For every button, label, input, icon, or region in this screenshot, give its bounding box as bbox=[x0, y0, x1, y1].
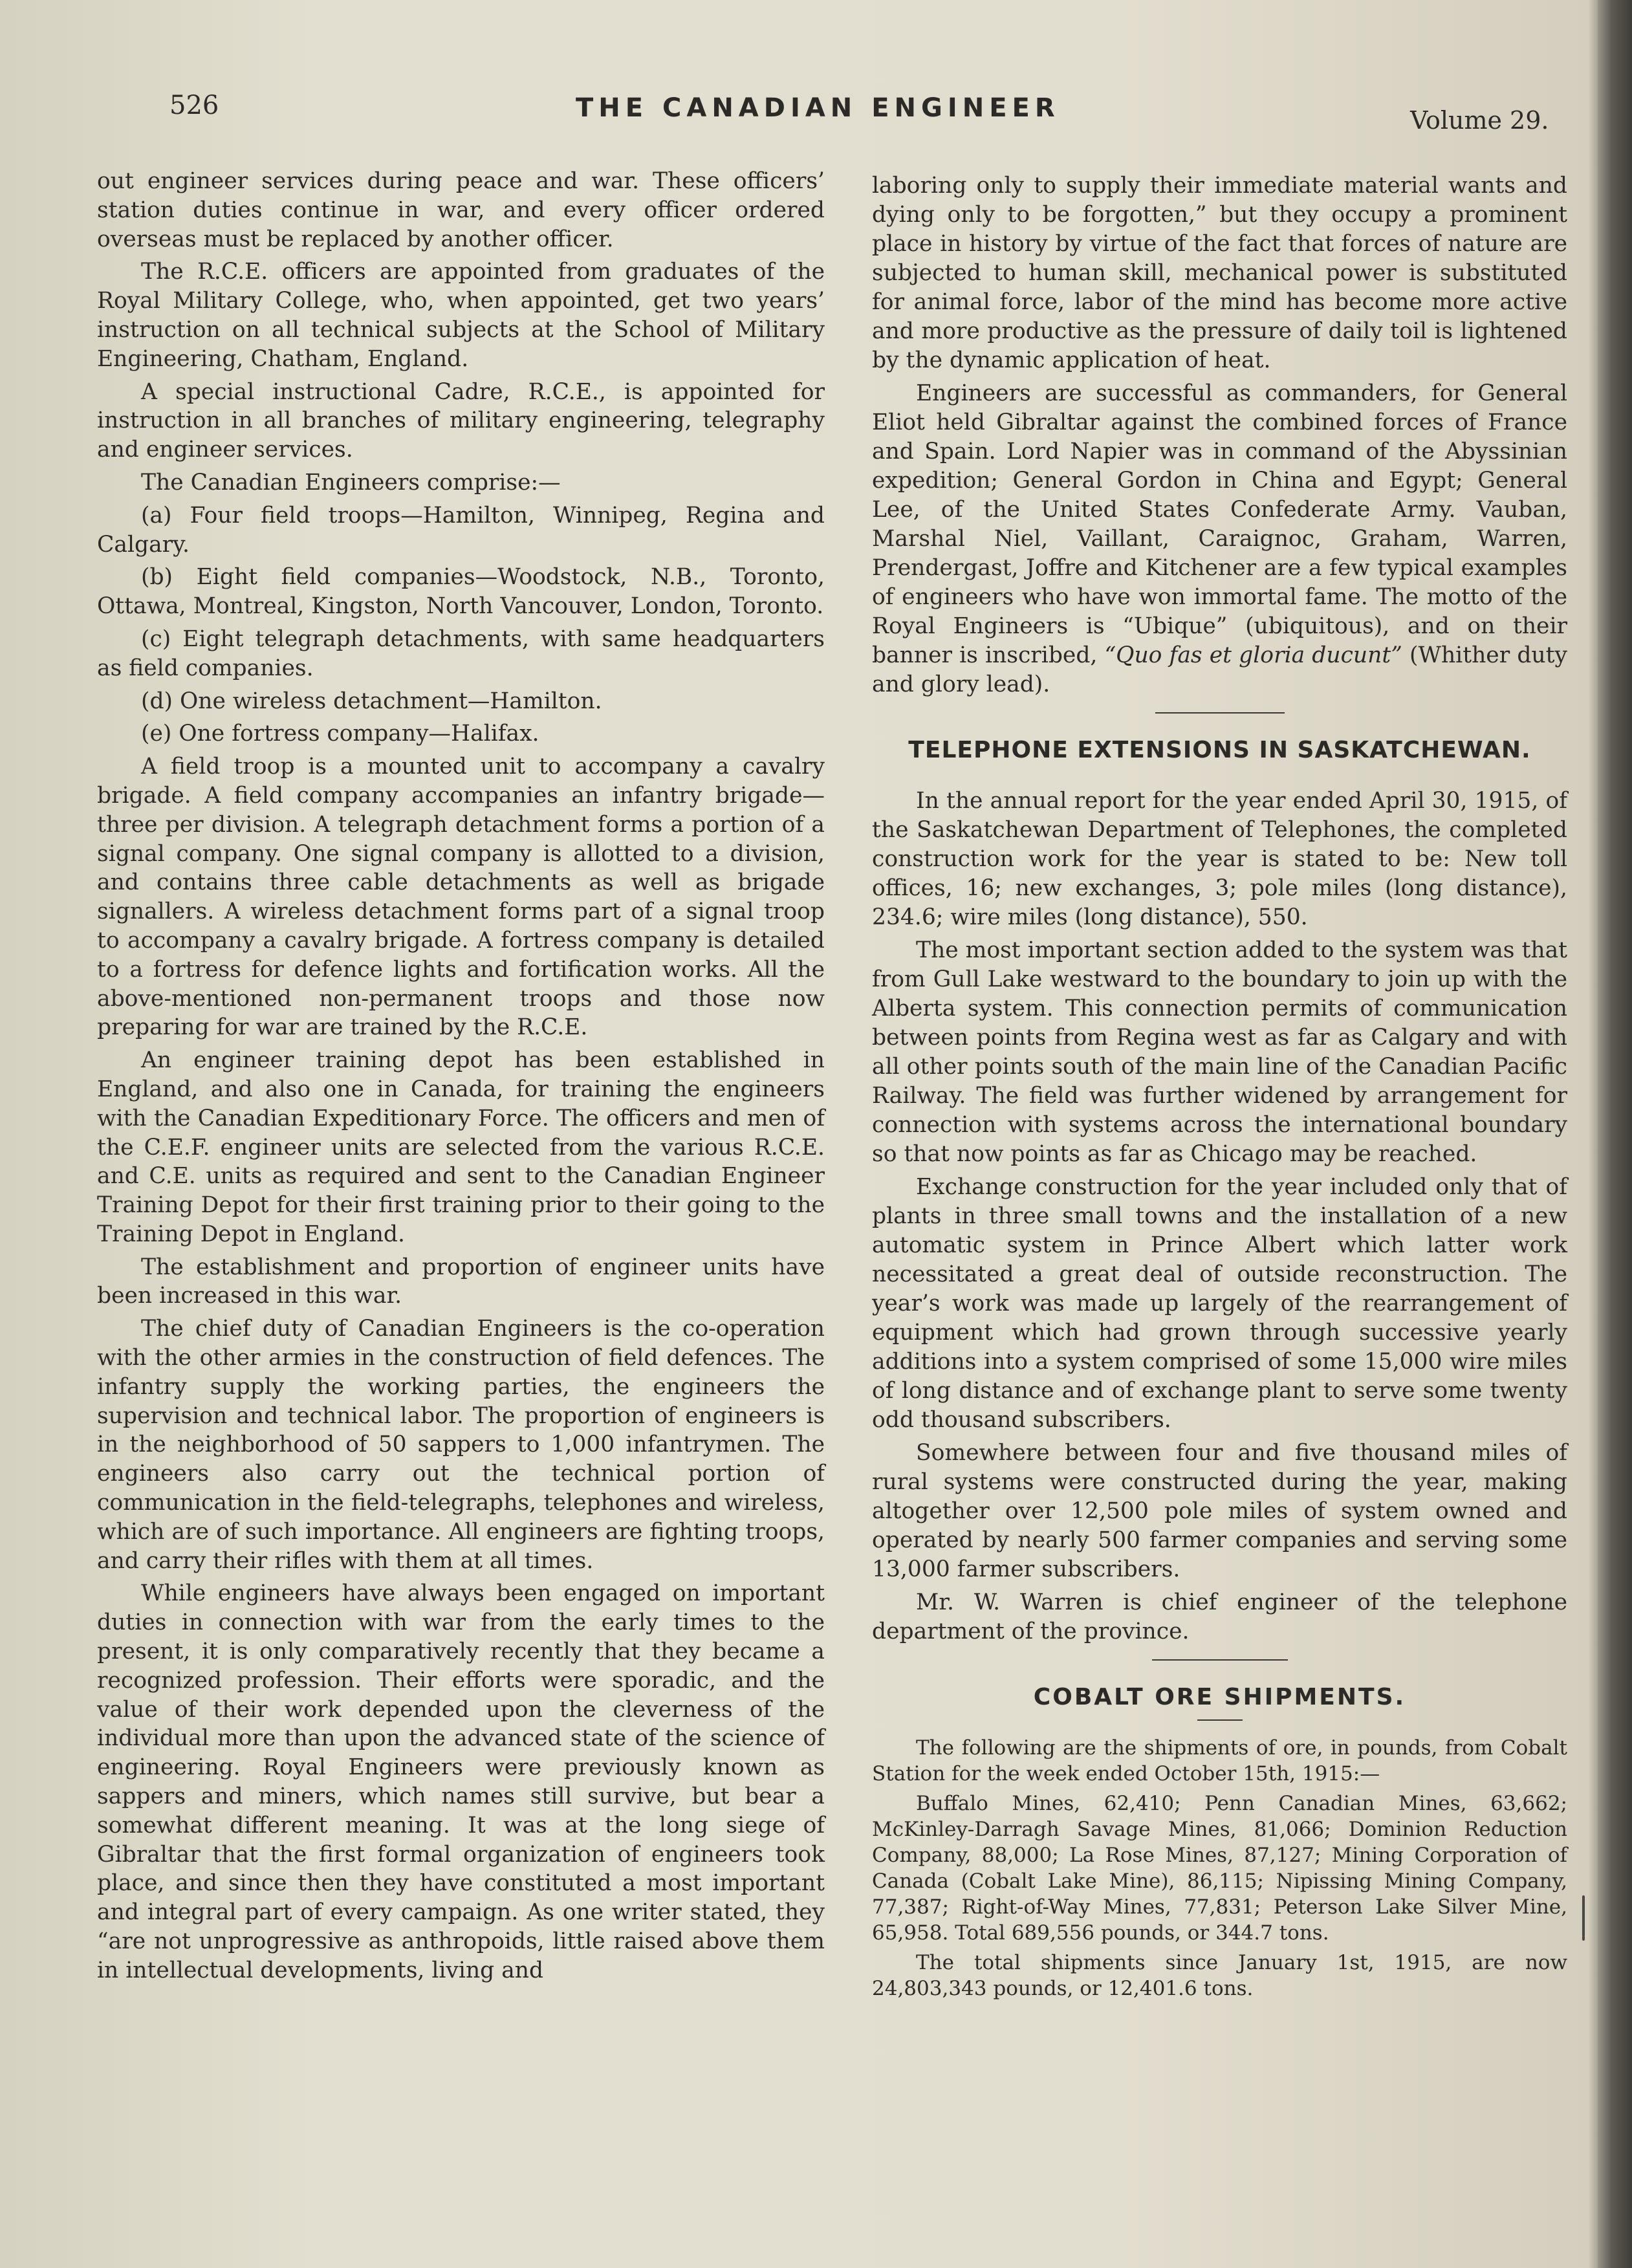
section-divider bbox=[1152, 1659, 1288, 1661]
paragraph bbox=[872, 379, 1567, 699]
running-header bbox=[0, 91, 1598, 142]
paragraph: The chief duty of Canadian Engineers is the co-operation with the other armies in the construction of field defences. The infantry supply the working parties, the engineers the supervision and technical labor. The proportion of engineers is in the neighborhood of 50 sappers to 1,000 infantrymen. The engineers also carry out the technical portion of communication in the field-telegraphs, telephones and wireless, which are of such importance. All engineers are fighting troops, and carry their rifles with them at all times. bbox=[97, 1316, 825, 1574]
paragraph: Buffalo Mines, 62,410; Penn Canadian Mines, 63,662; McKinley-Darragh Savage Mines, 81,066; Dominion Reduction Company, 88,000; La Rose Mines, 87,127; Mining Corporation of Canada (Cobalt Lake Mine), 86,115; Nipissing Mining Company, 77,387; Right-of-Way Mines, 77,831; Peterson Lake Silver Mine, 65,958. Total 689,556 pounds, or 344.7 tons. bbox=[872, 1792, 1567, 1945]
paragraph: laboring only to supply their immediate material wants and dying only to be forgotten,” but they occupy a prominent place in history by virtue of the fact that forces of nature are subjected to human skill, mechanical power is substituted for animal force, labor of the mind has become more active and more productive as the pressure of daily toil is lightened by the dynamic application of heat. bbox=[872, 173, 1567, 373]
motto-tail: (Whither duty and glory lead). bbox=[872, 642, 1567, 697]
list-item: (e) One fortress company—Halifax. bbox=[141, 721, 539, 747]
paragraph: While engineers have always been engaged on important duties in connection with war from the early times to the present, it is only comparatively recently that they became a recognized profession. Their efforts were sporadic, and the value of their work depended upon the cleverness of the individual more than upon the advanced state of the science of engineering. Royal Engineers were previously known as sappers and miners, which names still survive, but bear a somewhat different meaning. It was at the long siege of Gibraltar that the first formal organization of engineers took place, and since then they have constituted a most important and integral part of every campaign. As one writer stated, they “are not unprogressive as anthropoids, little raised above them in intellectual developments, living and bbox=[97, 1580, 825, 1983]
paragraph: The most important section added to the system was that from Gull Lake westward to the boundary to join up with the Alberta system. This connection permits of communication between points from Regina west as far as Calgary and with all other points south of the main line of the Canadian Pacific Railway. The field was further widened by arrangement for connection with systems across the international boundary so that now points as far as Chicago may be reached. bbox=[872, 937, 1567, 1167]
paragraph: The establishment and proportion of engineer units have been increased in this war. bbox=[97, 1254, 825, 1309]
list-item: (b) Eight field companies—Woodstock, N.B., Toronto, Ottawa, Montreal, Kingston, North Vancouver, London, Toronto. bbox=[97, 564, 825, 620]
page-number: 526 bbox=[169, 91, 219, 120]
paragraph: The R.C.E. officers are appointed from graduates of the Royal Military College, who, when appointed, get two years’ instruction on all technical subjects at the School of Military Engineering, Chatham, England. bbox=[97, 259, 825, 372]
paragraph-text: Engineers are successful as commanders, for General Eliot held Gibraltar against the combined forces of France and Spain. Lord Napier was in command of the Abyssinian expedition; General Gordon in China and Egypt; General Lee, of the United States Confederate Army. Vauban, Marshal Niel, Vaillant, Caraignoc, Graham, Warren, Prendergast, Joffre and Kitchener are a few typical examples of engineers who have won immortal fame. The motto of the Royal Engineers is “Ubique” (ubiquitous), and on their banner is inscribed, bbox=[872, 380, 1567, 668]
heading-underline bbox=[1197, 1719, 1243, 1721]
article-heading: TELEPHONE EXTENSIONS IN SASKATCHEWAN. bbox=[908, 737, 1531, 763]
motto-quote: “Quo fas et gloria ducunt” bbox=[1104, 642, 1402, 668]
journal-title: THE CANADIAN ENGINEER bbox=[576, 93, 1060, 123]
paragraph: The total shipments since January 1st, 1915, are now 24,803,343 pounds, or 12,401.6 tons. bbox=[872, 1951, 1567, 2000]
paragraph: The following are the shipments of ore, in pounds, from Cobalt Station for the week ended October 15th, 1915:— bbox=[872, 1736, 1567, 1785]
paragraph: An engineer training depot has been established in England, and also one in Canada, for training the engineers with the Canadian Expeditionary Force. The officers and men of the C.E.F. engineer units are selected from the various R.C.E. and C.E. units as required and sent to the Canadian Engineer Training Depot for their first training prior to their going to the Training Depot in England. bbox=[97, 1047, 825, 1247]
paragraph: Exchange construction for the year included only that of plants in three small towns and the installation of a new automatic system in Prince Albert which latter work necessitated a great deal of outside reconstruction. The year’s work was made up largely of the rearrangement of equipment which had grown through successive yearly additions into a system comprised of some 15,000 wire miles of long distance and of exchange plant to serve some twenty odd thousand subscribers. bbox=[872, 1174, 1567, 1433]
list-item: (d) One wireless detachment—Hamilton. bbox=[141, 688, 602, 714]
left-column bbox=[97, 167, 825, 1989]
section-divider bbox=[1155, 712, 1285, 714]
paragraph: out engineer services during peace and war. These officers’ station duties continue in war, and every officer ordered overseas must be replaced by another officer. bbox=[97, 168, 825, 252]
paragraph: In the annual report for the year ended April 30, 1915, of the Saskatchewan Department of Telephones, the completed construction work for the year is stated to be: New toll offices, 16; new exchanges, 3; pole miles (long distance), 234.6; wire miles (long distance), 550. bbox=[872, 788, 1567, 930]
paragraph: Somewhere between four and five thousand miles of rural systems were constructed during the year, making altogether over 12,500 pole miles of system owned and operated by nearly 500 farmer companies and serving some 13,000 farmer subscribers. bbox=[872, 1440, 1567, 1582]
volume-label: Volume 29. bbox=[1410, 106, 1549, 135]
right-column bbox=[872, 171, 1567, 2005]
list-item: (a) Four field troops—Hamilton, Winnipeg, Regina and Calgary. bbox=[97, 502, 825, 558]
paragraph: A field troop is a mounted unit to accompany a cavalry brigade. A field company accompanies an infantry brigade—three per division. A telegraph detachment forms a portion of a signal company. One signal company is allotted to a division, and contains three cable detachments as well as brigade signallers. A wireless detachment forms part of a signal troop to accompany a cavalry brigade. A fortress company is detailed to a fortress for defence lights and fortification works. All the above-mentioned non-permanent troops and those now preparing for war are trained by the R.C.E. bbox=[97, 754, 825, 1041]
margin-mark bbox=[1582, 1895, 1585, 1941]
article-heading: COBALT ORE SHIPMENTS. bbox=[1033, 1684, 1406, 1710]
list-item: (c) Eight telegraph detachments, with same headquarters as field companies. bbox=[97, 626, 825, 681]
paragraph: A special instructional Cadre, R.C.E., is appointed for instruction in all branches of military engineering, telegraphy and engineer services. bbox=[97, 378, 825, 463]
page-edge bbox=[1598, 0, 1632, 2268]
paragraph: The Canadian Engineers comprise:— bbox=[141, 469, 561, 496]
paragraph: Mr. W. Warren is chief engineer of the telephone department of the province. bbox=[872, 1589, 1567, 1644]
